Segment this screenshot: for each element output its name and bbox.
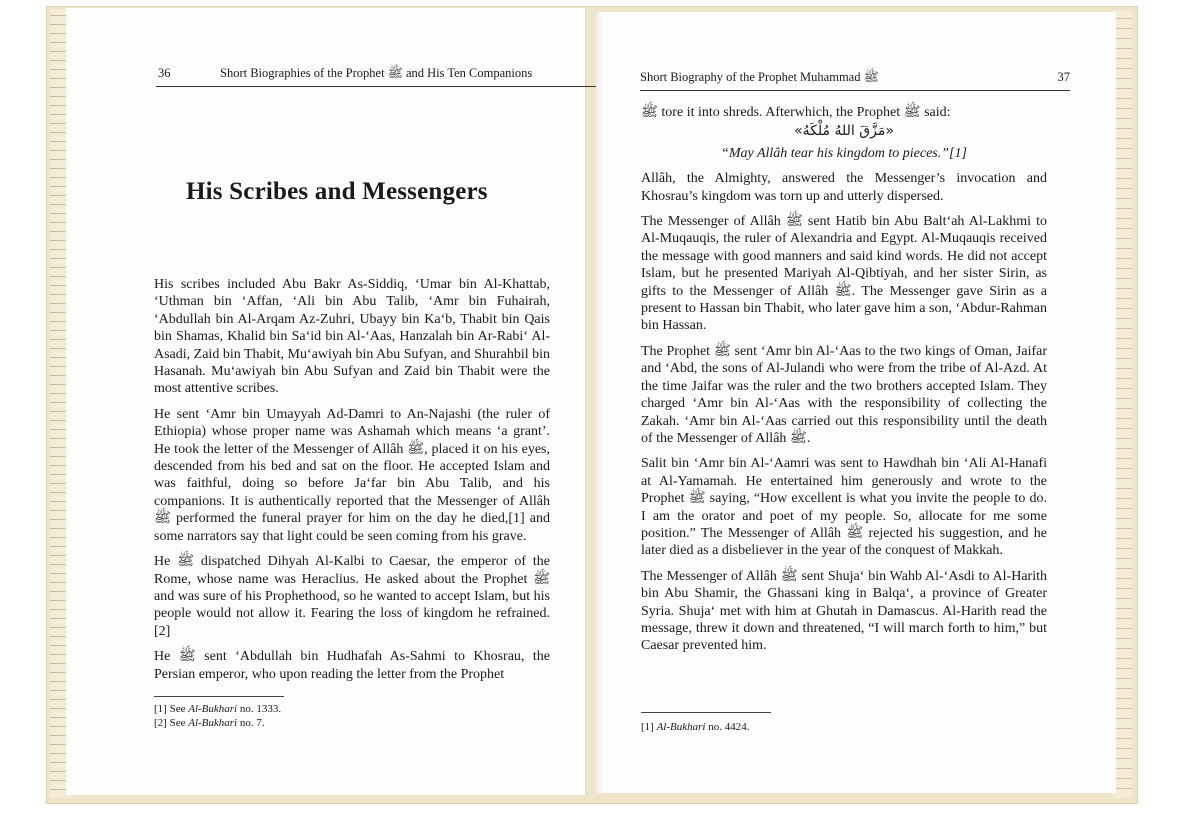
paragraph: He ﷺ dispatched Dihyah Al-Kalbi to Caesar, the emperor of the Rome, whose name was Heraclius. He asked about the Prophet ﷺ and was sure of his Prophethood, so he wanted to accept Islam, but his people would not allow it. Fearing the loss of kingdom he refrained.[2] bbox=[154, 554, 550, 639]
footnote-rule bbox=[154, 696, 284, 697]
paragraph: His scribes included Abu Bakr As-Siddiq, ‘Umar bin Al-Khattab, ‘Uthman bin ‘Affan, ‘Ali bin Abu Talib, ‘Amr bin Fuhairah, ‘Abdullah bin Al-Arqam Az-Zuhri, Ubayy bin Ka‘b, Thabit bin Qais bin Shamas, Khalid bin Sa‘id bin Al-‘Aas, Hanzalah bin Ar-Rabi‘ Al-Asadi, Zaid bin Thabit, Mu‘awiyah bin Abu Sufyan, and Shurahbil bin Hasanah. Mu‘awiyah bin Abu Sufyan and Zaid bin Thabit were the most attentive scribes. bbox=[154, 277, 550, 397]
left-page-number: 36 bbox=[158, 66, 171, 80]
right-page-number: 37 bbox=[1057, 70, 1070, 84]
paragraph: He ﷺ sent ‘Abdullah bin Hudhafah As-Sahmi to Khosrau, the Persian emperor, who upon reading the letter from the Prophet bbox=[154, 649, 551, 682]
footnote-rule bbox=[641, 712, 771, 713]
arabic-quote: «مَزَّقَ اللهُ مُلْكَهُ» bbox=[794, 123, 894, 140]
left-header-title: Short Biographies of the Prophet ﷺ and His Ten Companions bbox=[220, 66, 533, 80]
right-header-title: Short Biography of the Prophet Muhammad ﷺ bbox=[640, 70, 879, 84]
paragraph: Salit bin ‘Amr bin Al-‘Aamri was sent to Hawdhah bin ‘Ali Al-Hanafi at Al-Yamamah. He entertained him generously and wrote to the Prophet ﷺ saying, “How excellent is what you invite the people to do. I am the orator and poet of my people. So, allocate for me some position.” The Messenger of Allâh ﷺ rejected his suggestion, and he later died as a disbeliever in the year of the conquest of Makkah. bbox=[641, 456, 1047, 559]
right-body-text bbox=[641, 104, 1047, 663]
paragraph: He sent ‘Amr bin Umayyah Ad-Damri to An-Najashi (the ruler of Ethiopia) whose proper name was Ashamah which means ‘a grant’. He took the letter of the Messenger of Allâh ﷺ, placed it on his eyes, descended from his bed and sat on the floor. He accepted Islam and was faithful, doing so before Ja‘far bin Abu Talib, and his companions. It is authentically reported that the Messenger of Allâh ﷺ performed the funeral prayer for him on the day he died,[1] and some narrators say that light could be seen coming from his grave. bbox=[154, 406, 551, 544]
footnote: [1] Al-Bukhari no. 4424. bbox=[641, 721, 750, 733]
paragraph: The Messenger of Allâh ﷺ sent Hatib bin Abu Balt‘ah Al-Lakhmi to Al-Muqauqis, the ruler of Alexandria and Egypt. Al-Muqauqis received the message with good manners and said kind words. He did not accept Islam, but he presented Mariyah Al-Qibtiyah, and her sister Sirin, as gifts to the Messenger of Allâh ﷺ. The Messenger gave Sirin as a present to Hassan bin Thabit, who later gave him a son, ‘Abdur-Rahman bin Hassan. bbox=[641, 214, 1047, 334]
opening-line: ﷺ tore it into shreds. Afterwhich, the Prophet ﷺ said: bbox=[641, 105, 951, 120]
paragraph: The Messenger of Allâh ﷺ sent Shuja‘ bin Wahb Al-‘Asdi to Al-Harith bin Abu Shamir, the Ghassani king in Balqa‘, a province of Greater Syria. Shuja‘ met with him at Ghutah in Damascus. Al-Harith read the message, threw it down and threatened, “I will march forth to him,” but Caesar prevented him. bbox=[641, 568, 1047, 654]
left-page bbox=[66, 8, 586, 795]
left-footnotes bbox=[154, 702, 281, 730]
paragraph: Allâh, the Almighty, answered the Messenger’s invocation and Khosrau’s kingdom was torn up and utterly dispersed. bbox=[641, 171, 1047, 204]
right-footnotes bbox=[641, 720, 749, 734]
footnote: [1] See Al-Bukhari no. 1333. bbox=[154, 703, 282, 715]
left-header-rule bbox=[156, 86, 620, 87]
right-header-rule bbox=[640, 90, 1070, 91]
right-page bbox=[596, 12, 1116, 793]
paragraph: The Prophet ﷺ sent ‘Amr bin Al-‘Aas to the two kings of Oman, Jaifar and ‘Abd, the sons of Al-Julandi who were from the tribe of Al-Azd. At the time Jaifar was the ruler and the two brothers accepted Islam. They charged ‘Amr bin Al-‘Aas with the responsibility of collecting the Zakah. ‘Amr bin Al-‘Aas carried out this responsibility until the death of the Messenger of Allâh ﷺ. bbox=[641, 343, 1047, 446]
quote-translation: “May Allâh tear his kingdom to pieces.”[1] bbox=[721, 145, 967, 161]
chapter-title: His Scribes and Messengers bbox=[186, 178, 488, 205]
left-body-text bbox=[154, 276, 550, 691]
footnote: [2] See Al-Bukhari no. 7. bbox=[154, 717, 265, 729]
